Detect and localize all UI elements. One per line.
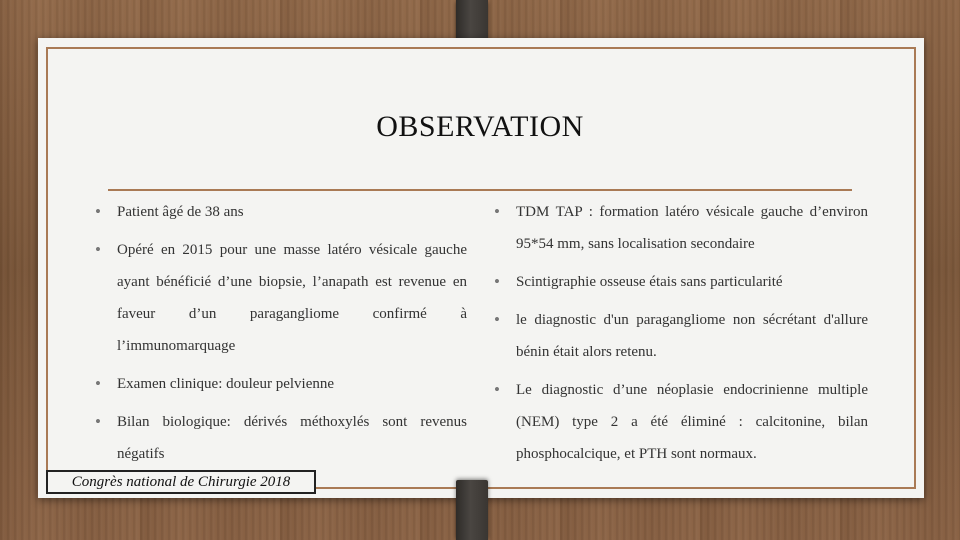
- list-item-text: Examen clinique: douleur pelvienne: [117, 376, 335, 392]
- list-item: [494, 196, 868, 260]
- list-item: [494, 304, 868, 368]
- list-item: [95, 406, 467, 470]
- bullet-icon: •: [95, 412, 101, 431]
- list-item-text: Le diagnostic d’une néoplasie endocrinienne multiple (NEM) type 2 a été éliminé : calcitonine, bilan phosphocalcique, et PTH sont normaux.: [516, 382, 868, 462]
- conference-footer: Congrès national de Chirurgie 2018: [46, 470, 316, 494]
- list-item-text: Opéré en 2015 pour une masse latéro vésicale gauche ayant bénéficié d’une biopsie, l’anapath est revenue en faveur d’un paragangliome confirmé à l’immunomarquage: [117, 242, 467, 354]
- binder-clip-bottom: [456, 480, 488, 540]
- right-column: [494, 196, 868, 470]
- list-item-text: TDM TAP : formation latéro vésicale gauche d’environ 95*54 mm, sans localisation secondaire: [516, 204, 868, 252]
- bullet-icon: •: [95, 202, 101, 221]
- left-column: [95, 196, 467, 470]
- bullet-icon: •: [494, 310, 500, 329]
- list-item-text: Bilan biologique: dérivés méthoxylés sont revenus négatifs: [117, 414, 467, 462]
- list-item: [95, 234, 467, 362]
- list-item: [494, 266, 868, 298]
- list-item: [494, 374, 868, 470]
- list-item-text: Scintigraphie osseuse étais sans particularité: [516, 274, 783, 290]
- list-item: [95, 368, 467, 400]
- list-item: [95, 196, 467, 228]
- bullet-icon: •: [494, 272, 500, 291]
- bullet-icon: •: [494, 202, 500, 221]
- bullet-icon: •: [95, 374, 101, 393]
- bullet-icon: •: [95, 240, 101, 259]
- slide-title: OBSERVATION: [376, 110, 584, 143]
- list-item-text: Patient âgé de 38 ans: [117, 204, 244, 220]
- list-item-text: le diagnostic d'un paragangliome non sécrétant d'allure bénin était alors retenu.: [516, 312, 868, 360]
- title-divider: [108, 189, 852, 191]
- bullet-icon: •: [494, 380, 500, 399]
